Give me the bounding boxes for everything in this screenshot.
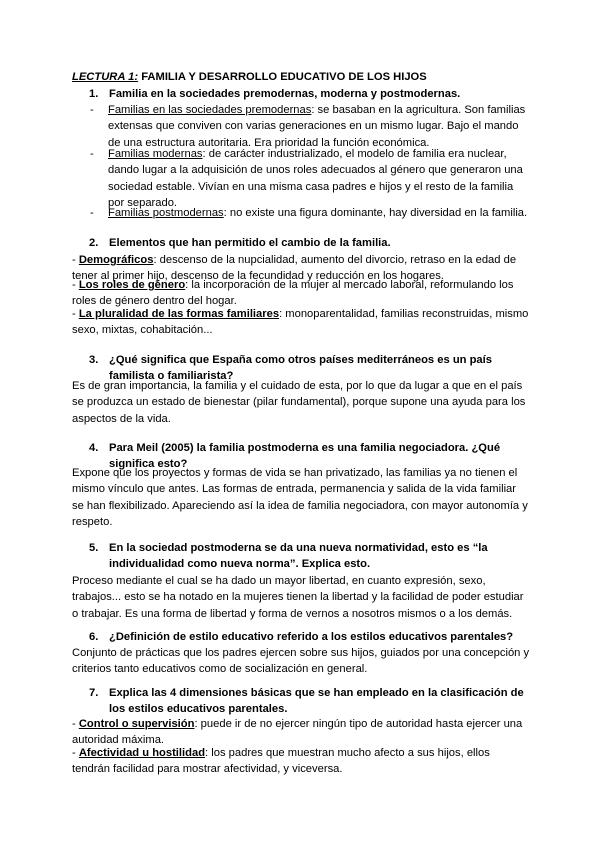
item-term: La pluralidad de las formas familiares [78, 308, 280, 320]
question-number: 1. [89, 88, 99, 100]
bullet-dash: - [72, 718, 79, 730]
item-term: Familias en las sociedades premodernas [108, 104, 312, 116]
item-text: : no existe una figura dominante, hay diversidad en la familia. [223, 207, 528, 219]
item-term: Los roles de género [78, 279, 186, 291]
question-number: 2. [89, 237, 99, 249]
question-number: 4. [89, 442, 99, 454]
list-item [72, 745, 530, 778]
answer-text: Conjunto de prácticas que los padres ejercen sobre sus hijos, guiados por una concepción y criterios tanto educativos como de socialización en general. [72, 647, 530, 676]
question-number: 3. [89, 354, 99, 366]
item-term: Familias modernas [108, 148, 203, 160]
list-item [90, 205, 530, 221]
question-text: Explica las 4 dimensiones básicas que se han empleado en la clasificación de los estilos educativos parentales. [109, 687, 524, 716]
item-term: Afectividad u hostilidad [78, 747, 206, 759]
question-text: Familia en la sociedades premodernas, moderna y postmodernas. [109, 88, 461, 100]
item-text: : monoparentalidad, familias reconstruidas, mismo sexo, mixtas, cohabitación... [72, 308, 529, 337]
question-2 [72, 235, 530, 251]
document-title [72, 69, 530, 85]
title-text: FAMILIA Y DESARROLLO EDUCATIVO DE LOS HIJOS [138, 71, 427, 83]
bullet-dash: - [72, 747, 79, 759]
question-number: 6. [89, 631, 99, 643]
bullet-dash: - [72, 279, 79, 291]
item-text: : puede ir de no ejercer ningún tipo de autoridad hasta ejercer una autoridad máxima. [72, 718, 523, 747]
question-text: Para Meil (2005) la familia postmoderna es una familia negociadora. ¿Qué significa esto? [109, 442, 501, 471]
bullet-dash: - [72, 254, 79, 266]
question-number: 5. [89, 542, 99, 554]
item-text: : los padres que muestran mucho afecto a sus hijos, ellos tendrán facilidad para mostrar afectividad, y viceversa. [72, 747, 490, 776]
lecture-label: LECTURA 1: [72, 71, 139, 83]
answer-text: Es de gran importancia, la familia y el cuidado de esta, por lo que da lugar a que en el país se produzca un estado de bienestar (pilar fundamental), porque supone una ayuda para los aspectos de la vida. [72, 380, 526, 425]
question-text: ¿Qué significa que España como otros países mediterráneos es un país familista o familiarista? [109, 354, 492, 383]
item-text: : descenso de la nupcialidad, aumento del divorcio, retraso en la edad de tener al primer hijo, descenso de la fecundidad y reducción en los hogares. [72, 254, 517, 283]
list-item [72, 277, 530, 310]
list-item [90, 102, 530, 151]
bullet-dash: - [90, 104, 94, 116]
list-item [90, 146, 530, 212]
question-7 [72, 685, 530, 718]
question-text: ¿Definición de estilo educativo referido a los estilos educativos parentales? [109, 631, 514, 643]
item-term: Familias postmodernas [108, 207, 224, 219]
question-6 [72, 629, 530, 645]
bullet-dash: - [90, 148, 94, 160]
item-term: Demográficos [78, 254, 154, 266]
question-text: En la sociedad postmoderna se da una nueva normatividad, esto es “la individualidad como nueva norma”. Explica esto. [109, 542, 488, 571]
question-1 [72, 86, 530, 102]
bullet-dash: - [90, 207, 94, 219]
question-5 [72, 540, 530, 573]
list-item [72, 306, 530, 339]
bullet-dash: - [72, 308, 79, 320]
list-item [72, 716, 530, 749]
item-text: : de carácter industrializado, el modelo de familia era nuclear, dando lugar a la adquisición de unos roles adecuados al género que generaron una sociedad estable. Vivían en una misma casa padres e hijos y el resto de la familia por separado. [108, 148, 523, 210]
item-term: Control o supervisión [78, 718, 195, 730]
item-text: : se basaban en la agricultura. Son familias extensas que conviven con varias generaciones en un mismo lugar. Bajo el mando de una estructura autoritaria. Era prioridad la función económica. [108, 104, 526, 149]
answer-text: Expone que los proyectos y formas de vida se han privatizado, las familias ya no tienen el mismo vínculo que antes. Las formas de entrada, permanencia y salida de la vida familiar se han flexibilizado. Apareciendo así la idea de familia negociadora, con mayor autonomía y respeto. [72, 467, 528, 529]
question-number: 7. [89, 687, 99, 699]
answer-text: Proceso mediante el cual se ha dado un mayor libertad, en cuanto expresión, sexo, trabajos... esto se ha notado en la mujeres tienen la libertad y la facilidad de poder estudiar o trabajar. Es una forma de libertad y forma de vernos a nosotros mismos o a los demás. [72, 575, 524, 620]
item-text: : la incorporación de la mujer al mercado laboral, reformulando los roles de género dentro del hogar. [72, 279, 514, 308]
question-text: Elementos que han permitido el cambio de la familia. [109, 237, 391, 249]
